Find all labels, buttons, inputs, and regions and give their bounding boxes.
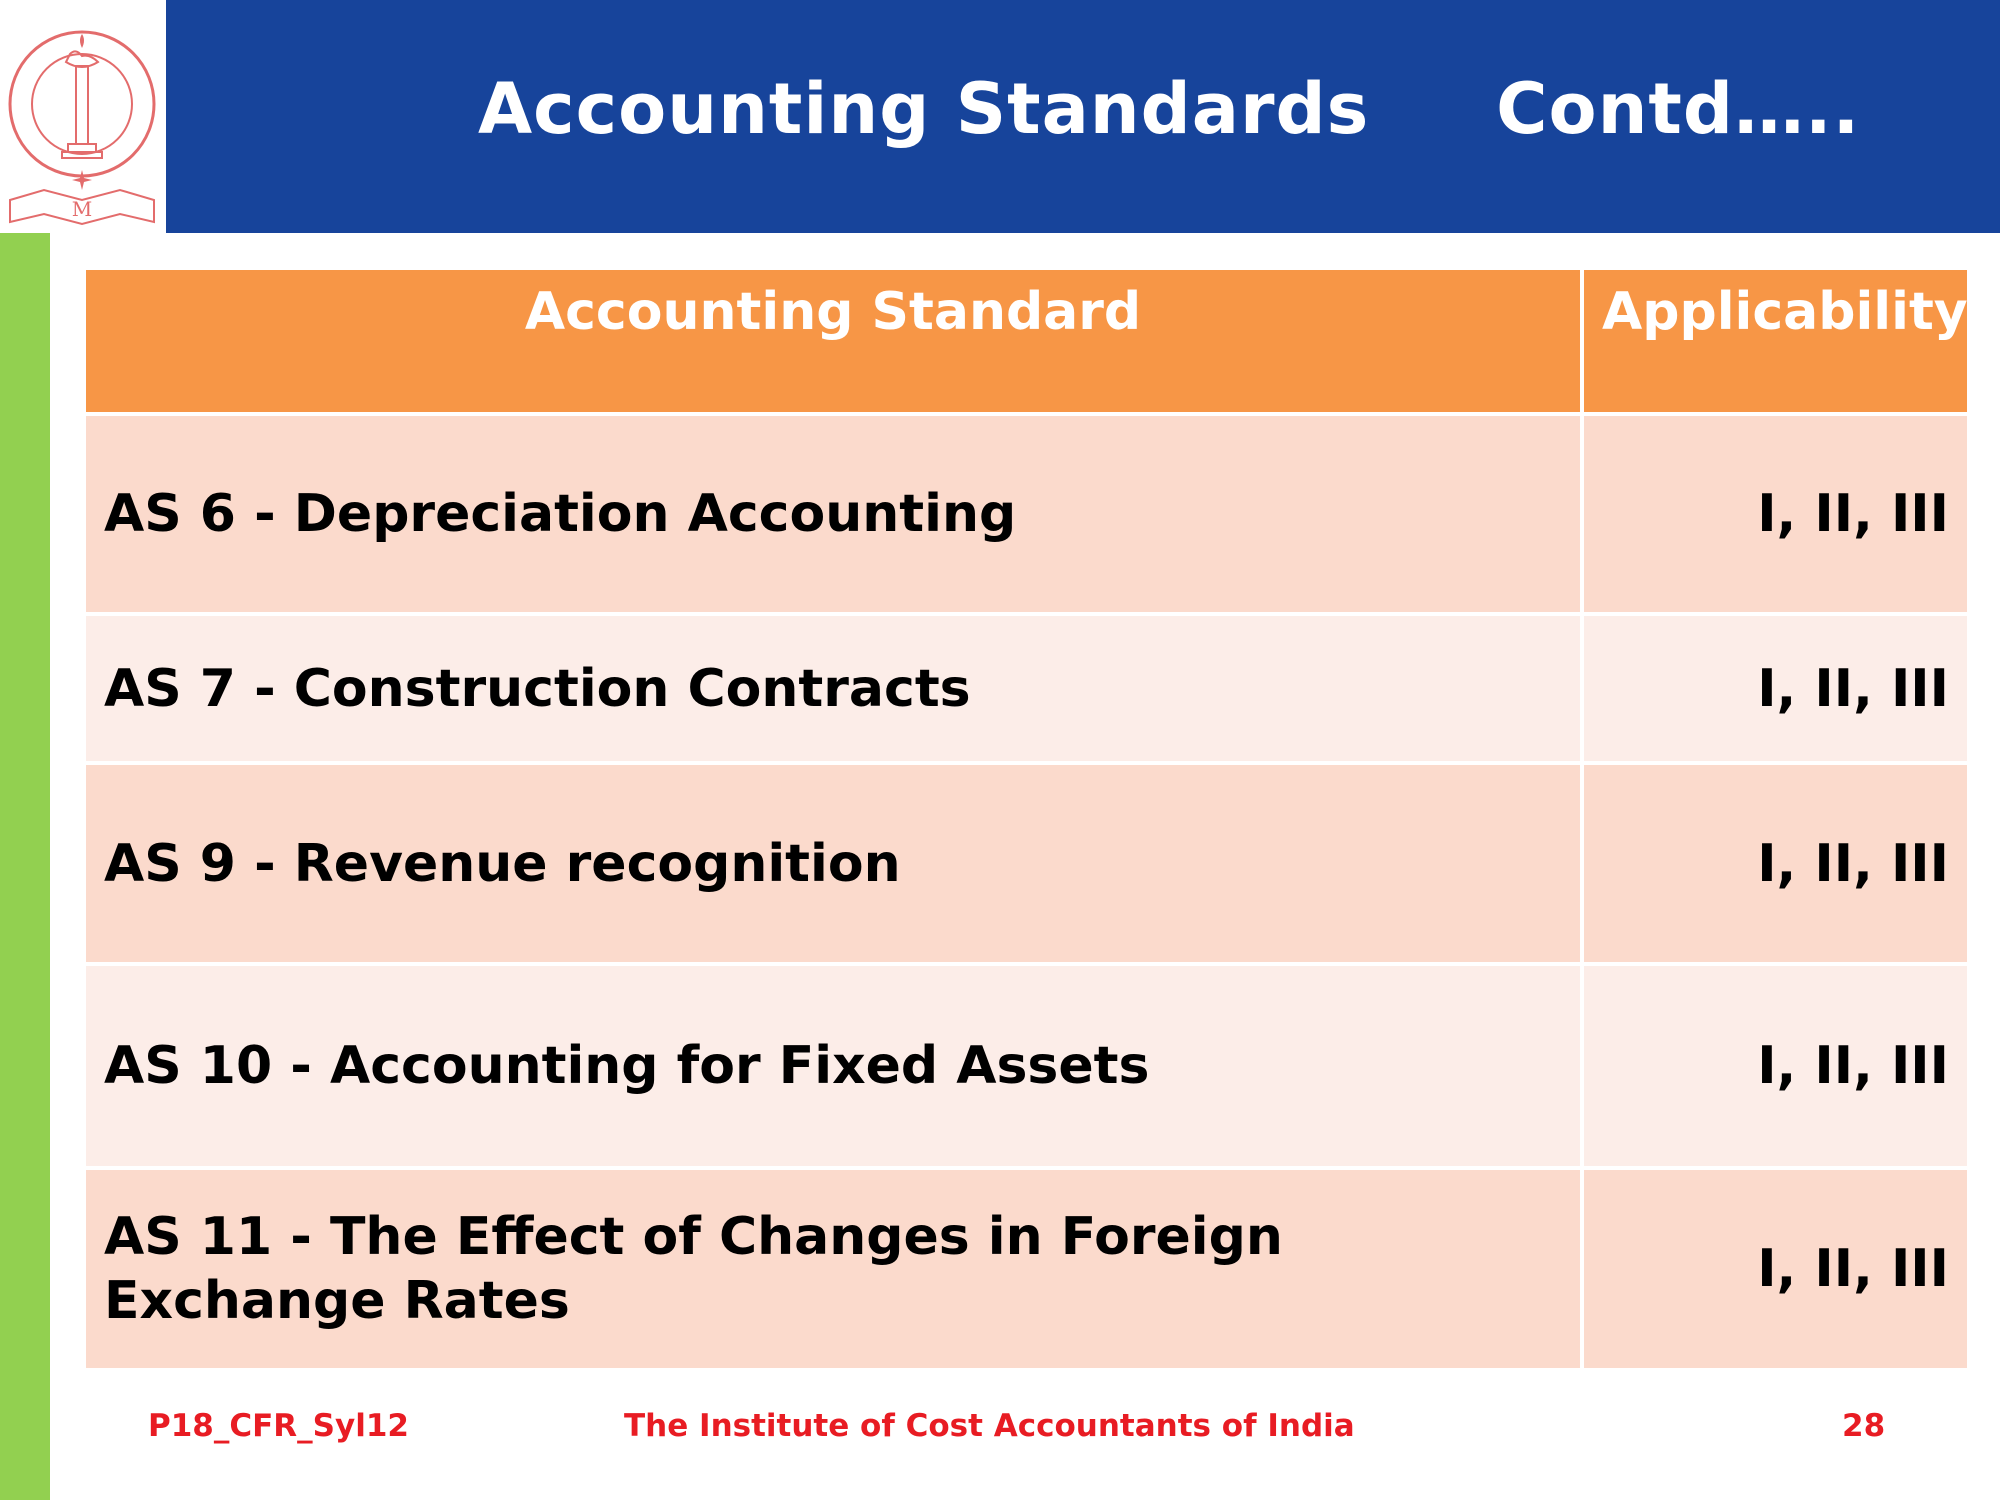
table-row (86, 416, 1967, 612)
standard-cell: AS 9 - Revenue recognition (86, 765, 1580, 962)
standard-cell: AS 11 - The Effect of Changes in Foreign Exchange Rates (86, 1170, 1580, 1368)
standard-cell: AS 10 - Accounting for Fixed Assets (86, 966, 1580, 1166)
footer-code: P18_CFR_Syl12 (148, 1408, 409, 1444)
table-row (86, 616, 1967, 761)
institute-seal-icon (4, 4, 162, 229)
standard-cell: AS 7 - Construction Contracts (86, 616, 1580, 761)
applicability-cell: I, II, III (1584, 1170, 1967, 1368)
standards-table (82, 266, 1971, 1372)
table-row (86, 765, 1967, 962)
applicability-cell: I, II, III (1584, 416, 1967, 612)
page-title: Accounting Standards Contd….. (478, 68, 1861, 150)
footer-page-number: 28 (1842, 1408, 1886, 1444)
svg-text:M: M (71, 197, 93, 221)
left-accent-stripe (0, 233, 50, 1500)
title-bar (166, 0, 2000, 233)
applicability-cell: I, II, III (1584, 765, 1967, 962)
standard-cell: AS 6 - Depreciation Accounting (86, 416, 1580, 612)
column-header-applicability: Applicability (1584, 270, 1967, 412)
logo (0, 0, 166, 233)
applicability-cell: I, II, III (1584, 966, 1967, 1166)
table-header-row (86, 270, 1967, 412)
footer-institute: The Institute of Cost Accountants of India (624, 1408, 1355, 1444)
table-row (86, 966, 1967, 1166)
column-header-standard: Accounting Standard (86, 270, 1580, 412)
table-row (86, 1170, 1967, 1368)
applicability-cell: I, II, III (1584, 616, 1967, 761)
